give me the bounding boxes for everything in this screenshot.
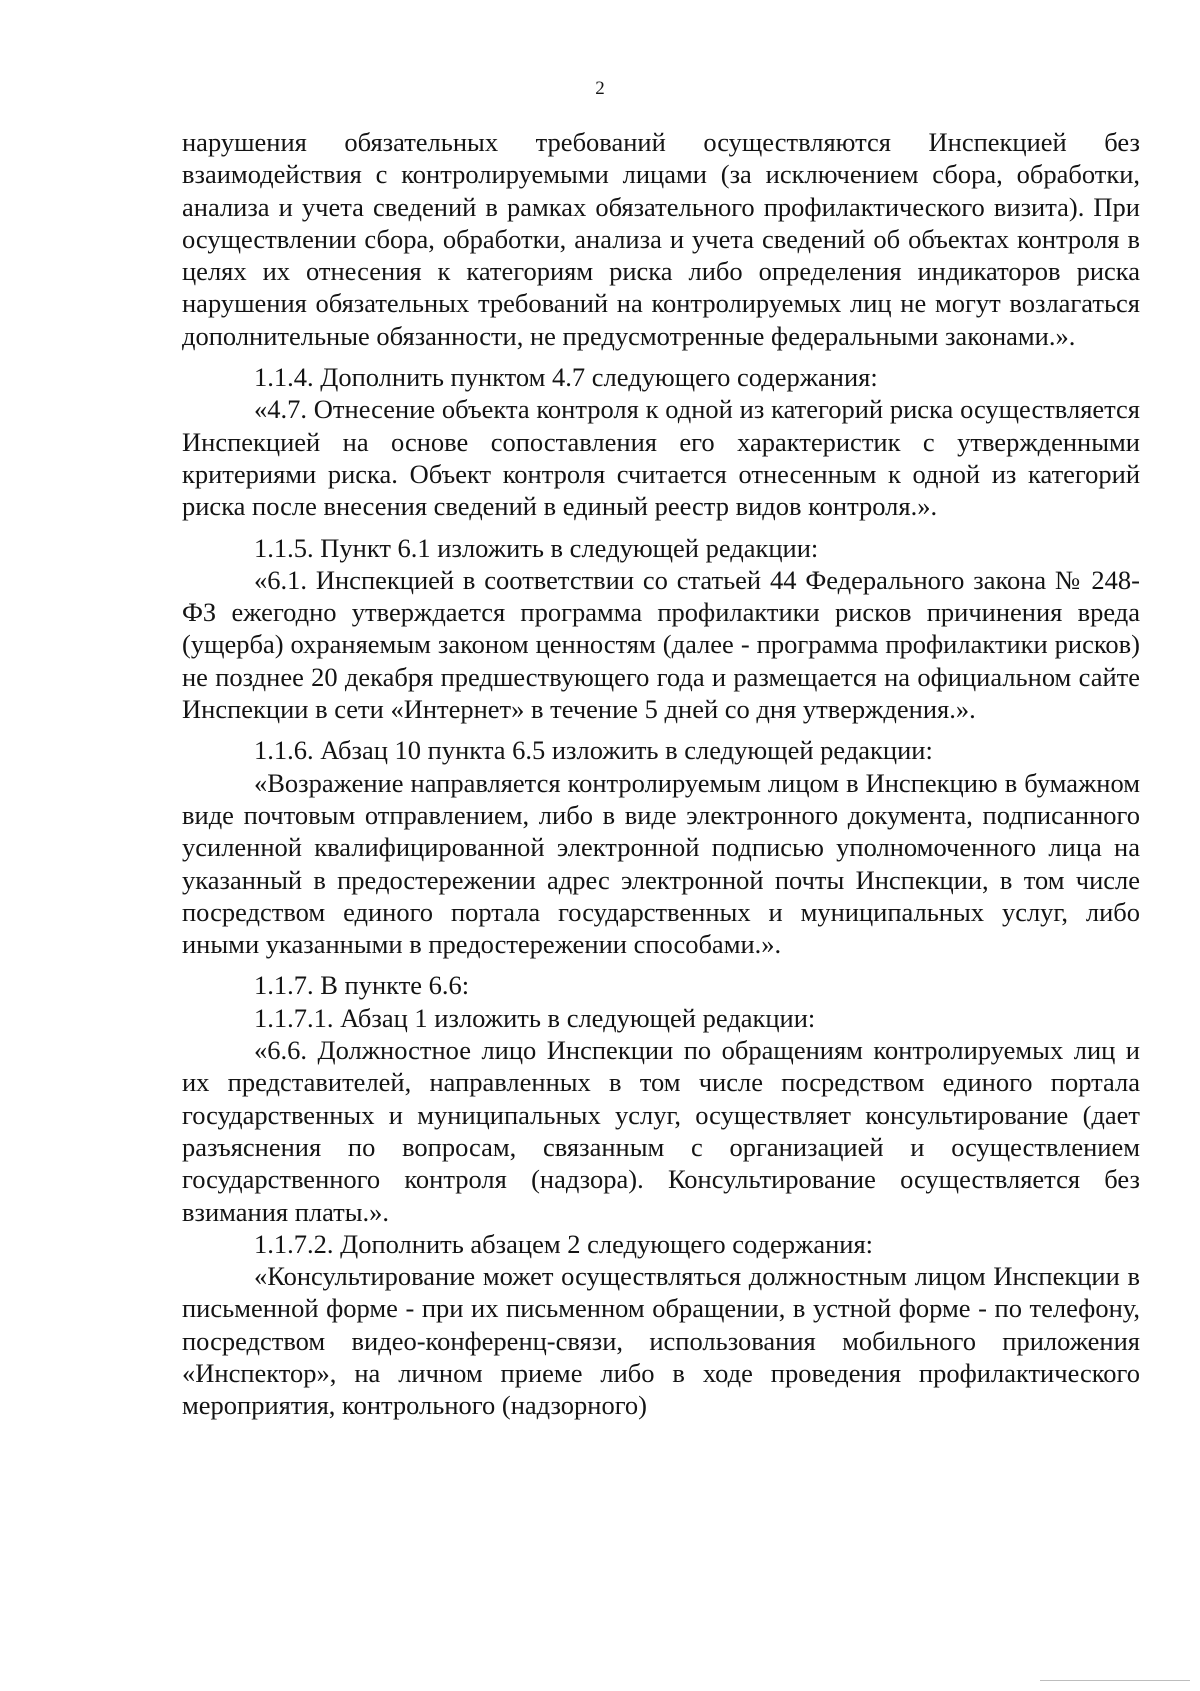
paragraph-quote-consulting: «Консультирование может осуществляться должностным лицом Инспекции в письменной форме - при их письменном обращении, в устной форме - по телефону, посредством видео-конференц-связи, использования мобильного приложения «Инспектор», на личном приеме либо в ходе проведения профилактического мероприятия, контрольного (надзорного) — [182, 1261, 1140, 1421]
paragraph-item-1-1-7: 1.1.7. В пункте 6.6: — [254, 970, 470, 1001]
paragraph-quote-objection: «Возражение направляется контролируемым лицом в Инспекцию в бумажном виде почтовым отправлением, либо в виде электронного документа, подписанного усиленной квалифицированной электронной подписью уполномоченного лица на указанный в предостережении адрес электронной почты Инспекции, в том числе посредством единого портала государственных и муниципальных услуг, либо иными указанными в предостережении способами.». — [182, 767, 1140, 960]
document-body — [182, 126, 1140, 1422]
paragraph-continuation: нарушения обязательных требований осуществляются Инспекцией без взаимодействия с контролируемыми лицами (за исключением сбора, обработки, анализа и учета сведений в рамках обязательного профилактического визита). При осуществлении сбора, обработки, анализа и учета сведений об объектах контроля в целях их отнесения к категориям риска либо определения индикаторов риска нарушения обязательных требований на контролируемых лиц не могут возлагаться дополнительные обязанности, не предусмотренные федеральными законами.». — [182, 127, 1140, 351]
paragraph-quote-4-7: «4.7. Отнесение объекта контроля к одной из категорий риска осуществляется Инспекцией на основе сопоставления его характеристик с утвержденными критериями риска. Объект контроля считается отнесенным к одной из категорий риска после внесения сведений в единый реестр видов контроля.». — [182, 394, 1140, 522]
paragraph-quote-6-6: «6.6. Должностное лицо Инспекции по обращениям контролируемых лиц и их представителей, направленных в том числе посредством единого портала государственных и муниципальных услуг, осуществляет консультирование (дает разъяснения по вопросам, связанным с организацией и осуществлением государственного контроля (надзора). Консультирование осуществляется без взимания платы.». — [182, 1035, 1140, 1227]
paragraph-item-1-1-7-2: 1.1.7.2. Дополнить абзацем 2 следующего содержания: — [254, 1228, 874, 1259]
paragraph-quote-6-1: «6.1. Инспекцией в соответствии со статьей 44 Федерального закона № 248-ФЗ ежегодно утверждается программа профилактики рисков причинения вреда (ущерба) охраняемым законом ценностям (далее - программа профилактики рисков) не позднее 20 декабря предшествующего года и размещается на официальном сайте Инспекции в сети «Интернет» в течение 5 дней со дня утверждения.». — [182, 564, 1140, 725]
paragraph-item-1-1-6: 1.1.6. Абзац 10 пункта 6.5 изложить в следующей редакции: — [254, 735, 933, 766]
page-number: 2 — [595, 78, 605, 99]
paragraph-item-1-1-5: 1.1.5. Пункт 6.1 изложить в следующей редакции: — [254, 532, 819, 563]
scan-artifact-line — [1040, 1680, 1190, 1681]
paragraph-item-1-1-7-1: 1.1.7.1. Абзац 1 изложить в следующей редакции: — [254, 1002, 816, 1033]
paragraph-item-1-1-4: 1.1.4. Дополнить пунктом 4.7 следующего содержания: — [254, 362, 878, 393]
